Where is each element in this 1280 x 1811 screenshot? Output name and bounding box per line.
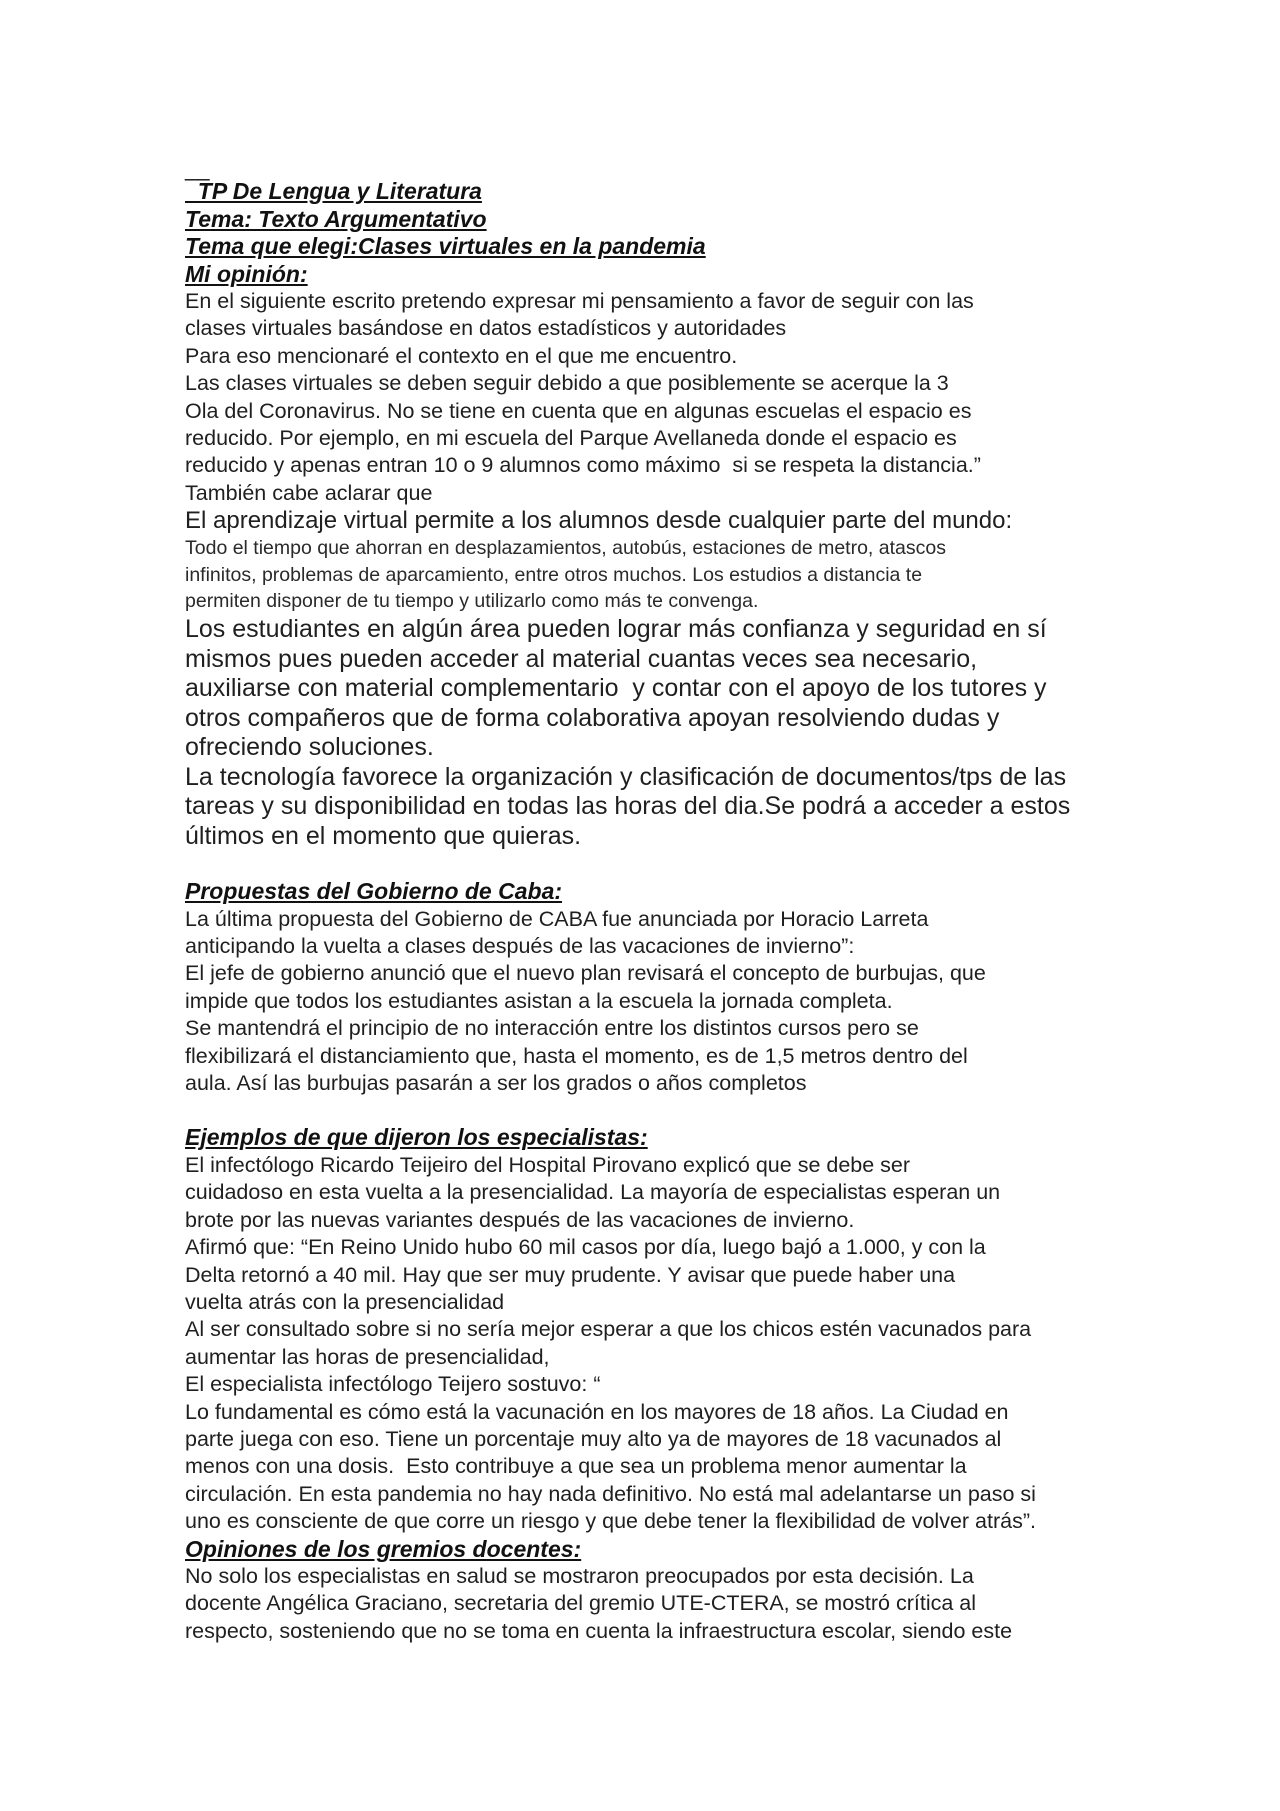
- paragraph-line: ofreciendo soluciones.: [185, 733, 434, 762]
- paragraph-line: aumentar las horas de presencialidad,: [185, 1344, 550, 1369]
- paragraph-line: Ola del Coronavirus. No se tiene en cuenta que en algunas escuelas el espacio es: [185, 398, 972, 423]
- paragraph-line: aula. Así las burbujas pasarán a ser los grados o años completos: [185, 1070, 807, 1095]
- paragraph-line: La tecnología favorece la organización y clasificación de documentos/tps de las: [185, 762, 1067, 791]
- document-page: [185, 156, 1115, 1645]
- top-mark: __: [185, 156, 210, 181]
- paragraph-line: Todo el tiempo que ahorran en desplazamientos, autobús, estaciones de metro, atascos: [185, 537, 946, 560]
- gremios-section: [185, 1563, 1115, 1645]
- paragraph-line: impide que todos los estudiantes asistan a la escuela la jornada completa.: [185, 988, 893, 1013]
- paragraph-line: El infectólogo Ricardo Teijeiro del Hospital Pirovano explicó que se debe ser: [185, 1152, 911, 1177]
- paragraph-line: El aprendizaje virtual permite a los alumnos desde cualquier parte del mundo:: [185, 507, 1013, 535]
- section-gap: [185, 851, 1115, 878]
- paragraph-line: mismos pues pueden acceder al material cuantas veces sea necesario,: [185, 644, 978, 673]
- paragraph-line: permiten disponer de tu tiempo y utilizarlo como más te convenga.: [185, 590, 759, 613]
- paragraph-line: El especialista infectólogo Teijero sostuvo: “: [185, 1372, 601, 1397]
- paragraph-line: Lo fundamental es cómo está la vacunación en los mayores de 18 años. La Ciudad en: [185, 1399, 1009, 1424]
- paragraph-line: vuelta atrás con la presencialidad: [185, 1289, 505, 1314]
- paragraph-line: En el siguiente escrito pretendo expresar mi pensamiento a favor de seguir con las: [185, 289, 974, 313]
- paragraph-line: uno es consciente de que corre un riesgo y que debe tener la flexibilidad de volver atrás”.: [185, 1509, 1036, 1534]
- section-gap: [185, 1097, 1115, 1124]
- paragraph-line: anticipando la vuelta a clases después de las vacaciones de invierno”:: [185, 933, 855, 958]
- paragraph-line: Los estudiantes en algún área pueden lograr más confianza y seguridad en sí: [185, 615, 1047, 644]
- paragraph-line: También cabe aclarar que: [185, 480, 433, 505]
- paragraph-line: Delta retornó a 40 mil. Hay que ser muy prudente. Y avisar que puede haber una: [185, 1262, 956, 1287]
- gremios-heading: Opiniones de los gremios docentes:: [185, 1535, 582, 1562]
- paragraph-line: otros compañeros que de forma colaborativa apoyan resolviendo dudas y: [185, 703, 1000, 732]
- paragraph-line: Al ser consultado sobre si no sería mejor esperar a que los chicos estén vacunados para: [185, 1317, 1032, 1342]
- paragraph-line: últimos en el momento que quieras.: [185, 821, 582, 850]
- paragraph-line: Para eso mencionaré el contexto en el que me encuentro.: [185, 343, 738, 368]
- tema-elegido-heading: Tema que elegi:Clases virtuales en la pandemia: [185, 233, 706, 259]
- paragraph-line: parte juega con eso. Tiene un porcentaje muy alto ya de mayores de 18 vacunados al: [185, 1426, 1002, 1451]
- paragraph-line: Las clases virtuales se deben seguir debido a que posiblemente se acerque la 3: [185, 371, 949, 396]
- especialistas-heading: Ejemplos de que dijeron los especialistas:: [185, 1124, 648, 1151]
- paragraph-line: El jefe de gobierno anunció que el nuevo plan revisará el concepto de burbujas, que: [185, 961, 986, 986]
- paragraph-line: La última propuesta del Gobierno de CABA fue anunciada por Horacio Larreta: [185, 906, 929, 931]
- paragraph-line: flexibilizará el distanciamiento que, hasta el momento, es de 1,5 metros dentro del: [185, 1043, 968, 1068]
- paragraph-line: infinitos, problemas de aparcamiento, entre otros muchos. Los estudios a distancia te: [185, 563, 923, 586]
- paragraph-line: Afirmó que: “En Reino Unido hubo 60 mil casos por día, luego bajó a 1.000, y con la: [185, 1235, 986, 1260]
- mi-opinion-section: [185, 288, 1115, 851]
- paragraph-line: docente Angélica Graciano, secretaria del gremio UTE-CTERA, se mostró crítica al: [185, 1591, 977, 1616]
- paragraph-line: auxiliarse con material complementario y contar con el apoyo de los tutores y: [185, 674, 1047, 703]
- tema-heading: Tema: Texto Argumentativo: [185, 205, 487, 232]
- paragraph-line: brote por las nuevas variantes después de las vacaciones de invierno.: [185, 1207, 855, 1232]
- document-title: TP De Lengua y Literatura: [185, 178, 482, 204]
- paragraph-line: reducido. Por ejemplo, en mi escuela del Parque Avellaneda donde el espacio es: [185, 426, 957, 451]
- paragraph-line: cuidadoso en esta vuelta a la presencialidad. La mayoría de especialistas esperan un: [185, 1180, 1001, 1205]
- paragraph-line: clases virtuales basándose en datos estadísticos y autoridades: [185, 316, 787, 341]
- paragraph-line: respecto, sosteniendo que no se toma en cuenta la infraestructura escolar, siendo este: [185, 1618, 1013, 1643]
- paragraph-line: reducido y apenas entran 10 o 9 alumnos como máximo si se respeta la distancia.”: [185, 453, 981, 478]
- paragraph-line: menos con una dosis. Esto contribuye a que sea un problema menor aumentar la: [185, 1454, 967, 1479]
- paragraph-line: circulación. En esta pandemia no hay nada definitivo. No está mal adelantarse un paso si: [185, 1481, 1036, 1506]
- propuestas-heading: Propuestas del Gobierno de Caba:: [185, 878, 563, 905]
- especialistas-section: [185, 1152, 1115, 1536]
- mi-opinion-heading: Mi opinión:: [185, 260, 308, 287]
- paragraph-line: tareas y su disponibilidad en todas las horas del dia.Se podrá a acceder a estos: [185, 792, 1071, 821]
- paragraph-line: Se mantendrá el principio de no interacción entre los distintos cursos pero se: [185, 1016, 919, 1041]
- propuestas-section: [185, 906, 1115, 1098]
- paragraph-line: No solo los especialistas en salud se mostraron preocupados por esta decisión. La: [185, 1564, 974, 1589]
